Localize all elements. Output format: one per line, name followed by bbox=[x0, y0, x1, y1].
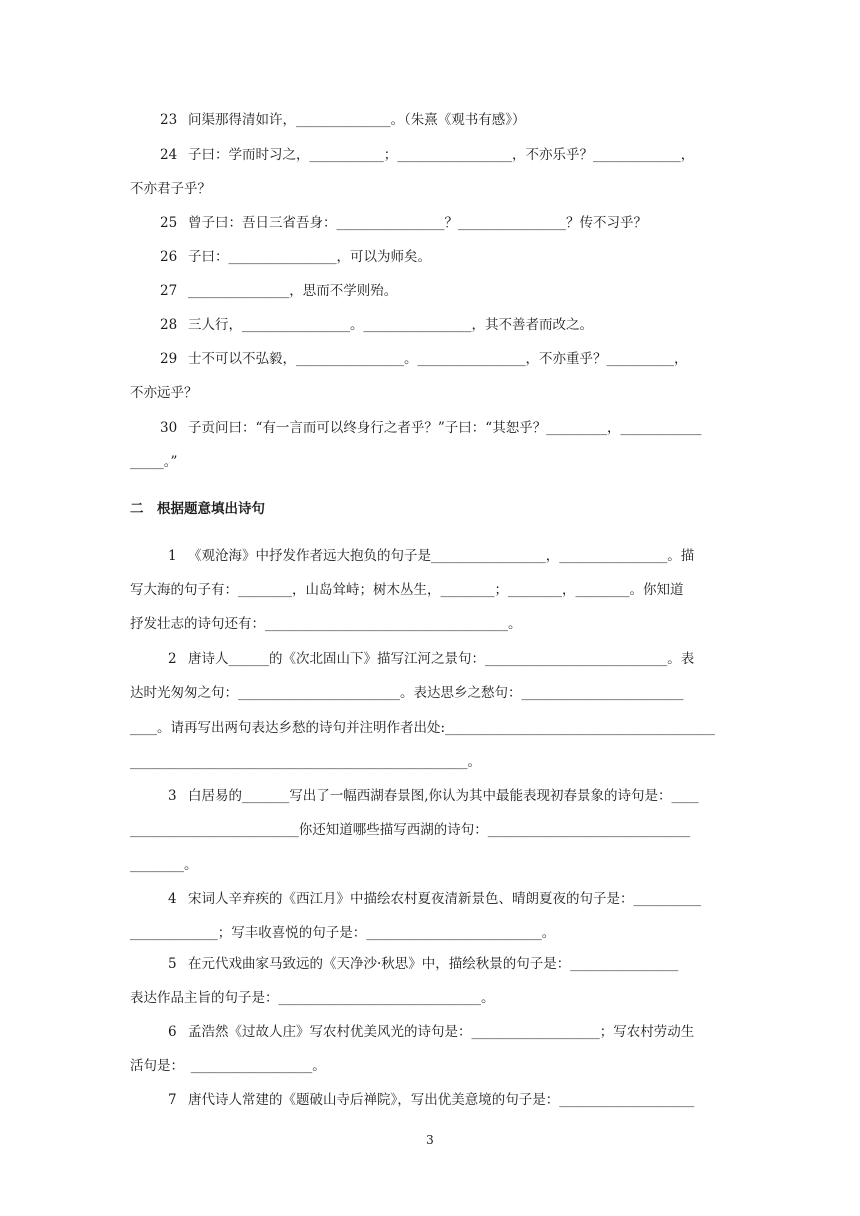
question-text: 孟浩然《过故人庄》写农村优美风光的诗句是：___________________；写农村劳动生 bbox=[188, 1024, 695, 1040]
item-29-continuation: 不亦远乎？ bbox=[130, 385, 198, 401]
item-24-continuation: 不亦君子乎？ bbox=[130, 181, 211, 197]
item-number: 28 bbox=[160, 317, 178, 333]
question-text: 唐代诗人常建的《题破山寺后禅院》，写出优美意境的句子是：____________________ bbox=[188, 1092, 695, 1108]
question-6-line-2: 活句是： __________________。 bbox=[130, 1058, 326, 1074]
item-text: 三人行，________________。________________，其不善者而改之。 bbox=[188, 317, 593, 333]
item-number: 25 bbox=[160, 215, 178, 231]
item-25 bbox=[160, 213, 730, 233]
question-3-line-2: _________________________你还知道哪些描写西湖的诗句：______________________________ bbox=[130, 822, 691, 838]
item-text: 子曰：学而时习之，___________；_________________，不亦乐乎？_____________， bbox=[188, 147, 695, 163]
question-text: 唐诗人______的《次北固山下》描写江河之景句：___________________________。表 bbox=[188, 651, 695, 667]
question-text: 《观沧海》中抒发作者远大抱负的句子是_________________，________________。描 bbox=[188, 548, 695, 564]
question-4 bbox=[168, 889, 730, 909]
question-5-line-2: 表达作品主旨的句子是：______________________________。 bbox=[130, 990, 495, 1006]
item-30 bbox=[160, 418, 730, 438]
question-number: 6 bbox=[168, 1024, 177, 1040]
item-number: 23 bbox=[160, 112, 178, 128]
question-7 bbox=[168, 1090, 730, 1110]
item-24 bbox=[160, 145, 730, 165]
question-6 bbox=[168, 1022, 730, 1042]
question-number: 3 bbox=[168, 788, 177, 804]
item-26 bbox=[160, 247, 730, 267]
question-3-line-3: ________。 bbox=[130, 857, 198, 873]
question-1 bbox=[168, 546, 730, 566]
item-text: 子贡问曰：“有一言而可以终身行之者乎？”子曰：“其恕乎？_________，____________ bbox=[188, 420, 702, 436]
section-title: 二 根据题意填出诗句 bbox=[130, 501, 265, 517]
item-23 bbox=[160, 110, 730, 130]
question-4-line-2: _____________；写丰收喜悦的句子是：__________________________。 bbox=[130, 925, 556, 941]
item-27 bbox=[160, 281, 730, 301]
question-2-line-3: ____。请再写出两句表达乡愁的诗句并注明作者出处:________________________________________ bbox=[130, 720, 716, 736]
question-text: 宋词人辛弃疾的《西江月》中描绘农村夏夜清新景色、晴朗夏夜的句子是：__________ bbox=[188, 891, 701, 907]
question-5 bbox=[168, 954, 730, 974]
item-number: 26 bbox=[160, 249, 178, 265]
item-text: 士不可以不弘毅，________________。________________，不亦重乎？__________， bbox=[188, 351, 688, 367]
question-number: 4 bbox=[168, 891, 177, 907]
item-number: 29 bbox=[160, 351, 178, 367]
question-number: 5 bbox=[168, 956, 177, 972]
item-29 bbox=[160, 349, 730, 369]
question-2-line-2: 达时光匆匆之句：________________________。表达思乡之愁句：________________________ bbox=[130, 685, 684, 701]
question-3 bbox=[168, 786, 730, 806]
item-text: _______________，思而不学则殆。 bbox=[188, 283, 398, 299]
item-28 bbox=[160, 315, 730, 335]
item-number: 27 bbox=[160, 283, 178, 299]
page-number: 3 bbox=[426, 1133, 434, 1147]
question-text: 在元代戏曲家马致远的《天净沙·秋思》中，描绘秋景的句子是：________________ bbox=[188, 956, 679, 972]
question-text: 白居易的_______写出了一幅西湖春景图,你认为其中最能表现初春景象的诗句是：____ bbox=[188, 788, 699, 804]
item-text: 问渠那得清如许，______________。（朱熹《观书有感》） bbox=[188, 112, 526, 128]
question-1-line-3: 抒发壮志的诗句还有：____________________________________。 bbox=[130, 616, 522, 632]
item-text: 曾子曰：吾日三省吾身：________________？________________？传不习乎？ bbox=[188, 215, 647, 231]
question-2-line-4: __________________________________________________。 bbox=[130, 754, 481, 770]
item-number: 30 bbox=[160, 420, 178, 436]
question-2 bbox=[168, 649, 730, 669]
item-30-continuation: _____。” bbox=[130, 454, 178, 470]
question-1-line-2: 写大海的句子有：________，山岛耸峙；树木丛生，________；________，________。你知道 bbox=[130, 582, 684, 598]
item-number: 24 bbox=[160, 147, 178, 163]
question-number: 7 bbox=[168, 1092, 177, 1108]
question-number: 1 bbox=[168, 548, 177, 564]
item-text: 子曰：________________，可以为师矣。 bbox=[188, 249, 431, 265]
question-number: 2 bbox=[168, 651, 177, 667]
